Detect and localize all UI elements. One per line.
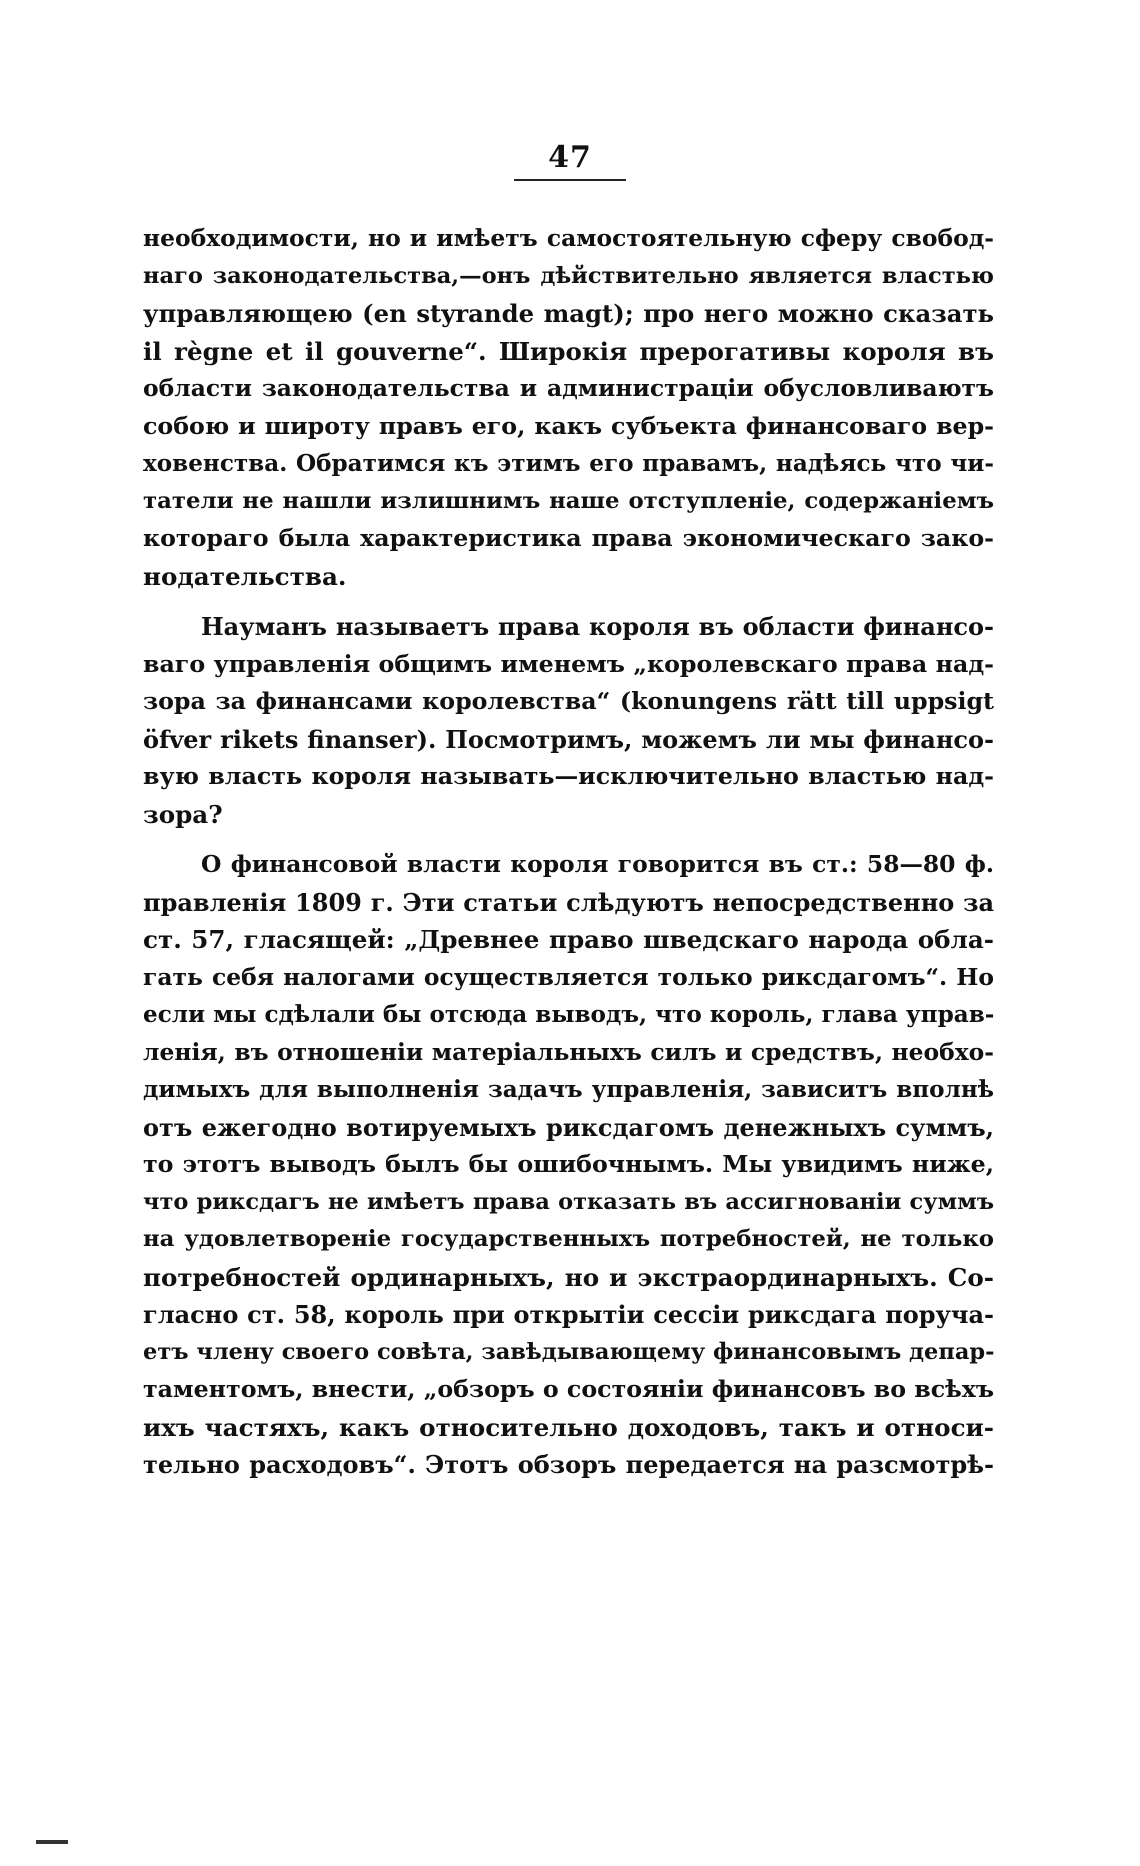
paragraph-gap (143, 833, 994, 846)
paragraph-1 (143, 220, 994, 595)
text-line: области законодательства и администраціи обусловливаютъ (143, 374, 994, 402)
text-line: на удовлетвореніе государственныхъ потребностей, не только (143, 1226, 994, 1252)
text-line: то этотъ выводъ былъ бы ошибочнымъ. Мы увидимъ ниже, (143, 1150, 994, 1178)
text-line: зора за финансами королевства“ (konungens rätt till uppsigt (143, 687, 994, 715)
text-line: отъ ежегодно вотируемыхъ риксдагомъ денежныхъ суммъ, (143, 1112, 994, 1142)
text-line: татели не нашли излишнимъ наше отступленіе, содержаніемъ (143, 487, 994, 514)
text-line: вую власть короля называть—исключительно властью над- (143, 762, 994, 790)
text-line: правленія 1809 г. Эти статьи слѣдуютъ непосредственно за (143, 887, 994, 917)
paragraph-2 (143, 608, 994, 833)
text-line: гласно ст. 58, король при открытіи сессіи риксдага поруча- (143, 1300, 994, 1329)
page-header (0, 140, 1140, 181)
text-line: öfver rikets finanser). Посмотримъ, можемъ ли мы финансо- (143, 724, 994, 754)
scan-mark (36, 1840, 68, 1844)
text-line: Науманъ называетъ права короля въ области финансо- (201, 612, 994, 641)
text-line: димыхъ для выполненія задачъ управленія, зависитъ вполнѣ (143, 1076, 994, 1103)
text-line: котораго была характеристика права экономическаго зако- (143, 524, 994, 552)
text-line: ховенства. Обратимся къ этимъ его правамъ, надѣясь что чи- (143, 450, 994, 477)
text-line: если мы сдѣлали бы отсюда выводъ, что король, глава управ- (143, 1001, 995, 1028)
text-line: гать себя налогами осуществляется только риксдагомъ“. Но (143, 962, 994, 991)
text-line: нодательства. (143, 561, 347, 591)
paragraph-3 (143, 846, 994, 1484)
text-line: необходимости, но и имѣетъ самостоятельную сферу свобод- (143, 224, 994, 252)
text-line: тельно расходовъ“. Этотъ обзоръ передается на разсмотрѣ- (143, 1450, 994, 1479)
text-line: il règne et il gouverne“. Широкія прерогативы короля въ (143, 336, 994, 366)
text-line: зора? (143, 799, 223, 829)
paragraph-gap (143, 595, 994, 608)
text-line: потребностей ординарныхъ, но и экстраординарныхъ. Со- (143, 1262, 994, 1292)
text-line: О финансовой власти короля говорится въ ст.: 58—80 ф. (201, 850, 994, 878)
text-line: управляющею (en styrande magt); про него можно сказать (143, 299, 994, 328)
body-text (143, 220, 994, 1484)
text-line: етъ члену своего совѣта, завѣдывающему финансовымъ депар- (143, 1338, 995, 1365)
text-line: собою и широту правъ его, какъ субъекта финансоваго вер- (143, 411, 994, 440)
page-number: 47 (514, 140, 626, 181)
text-line: ст. 57, гласящей: „Древнее право шведскаго народа обла- (143, 925, 994, 954)
text-line: наго законодательства,—онъ дѣйствительно является властью (143, 262, 994, 289)
text-line: что риксдагъ не имѣетъ права отказать въ ассигнованіи суммъ (143, 1188, 994, 1215)
text-line: таментомъ, внести, „обзоръ о состояніи финансовъ во всѣхъ (143, 1375, 995, 1403)
text-line: ихъ частяхъ, какъ относительно доходовъ, такъ и относи- (143, 1412, 994, 1442)
text-line: ленія, въ отношеніи матеріальныхъ силъ и средствъ, необхо- (143, 1037, 994, 1066)
text-line: ваго управленія общимъ именемъ „королевскаго права над- (143, 649, 994, 678)
